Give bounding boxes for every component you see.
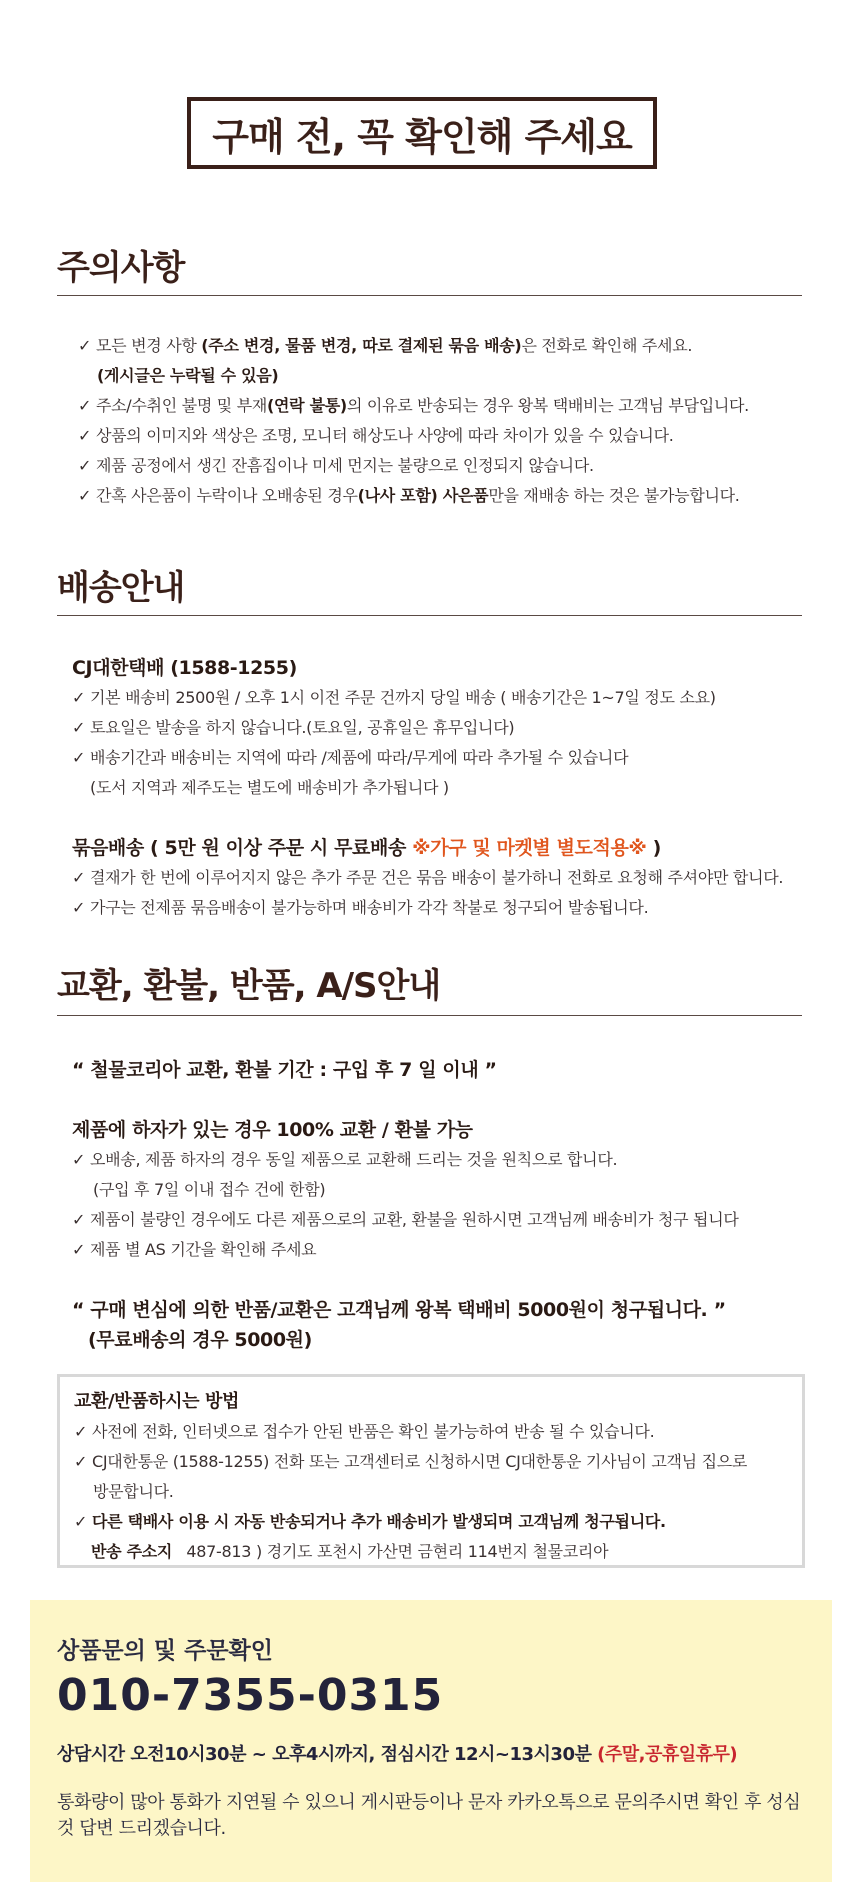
notice-divider (57, 295, 802, 296)
check-icon: ✓ (78, 426, 92, 445)
check-icon: ✓ (72, 748, 86, 767)
exchange-item-2: ✓ 제품이 불량인 경우에도 다른 제품으로의 교환, 환불을 원하시면 고객님께 배송비가 청구 됩니다 (72, 1210, 739, 1229)
check-icon: ✓ (74, 1422, 88, 1441)
check-icon: ✓ (74, 1512, 88, 1531)
check-icon: ✓ (72, 898, 86, 917)
shipping-divider (57, 615, 802, 616)
notice-item-2: ✓ 주소/수취인 불명 및 부재(연락 불통)의 이유로 반송되는 경우 왕복 택배비는 고객님 부담입니다. (78, 396, 749, 415)
exchange-item-3: ✓ 제품 별 AS 기간을 확인해 주세요 (72, 1240, 317, 1259)
exchange-title: 교환, 환불, 반품, A/S안내 (57, 966, 441, 1006)
contact-phone[interactable]: 010-7355-0315 (57, 1670, 444, 1721)
exchange-item-1-note: (구입 후 7일 이내 접수 건에 한함) (93, 1180, 326, 1199)
exchange-item-1: ✓ 오배송, 제품 하자의 경우 동일 제품으로 교환해 드리는 것을 원칙으로 합니다. (72, 1150, 618, 1169)
check-icon: ✓ (72, 688, 86, 707)
contact-title: 상품문의 및 주문확인 (57, 1638, 273, 1664)
check-icon: ✓ (72, 718, 86, 737)
notice-item-4: ✓ 제품 공정에서 생긴 잔흠집이나 미세 먼지는 불량으로 인정되지 않습니다. (78, 456, 594, 475)
shipping-title: 배송안내 (57, 568, 185, 608)
notice-title: 주의사항 (57, 248, 185, 288)
return-method-title: 교환/반품하시는 방법 (74, 1391, 239, 1412)
shipping-item-3-note: (도서 지역과 제주도는 별도에 배송비가 추가됩니다 ) (90, 778, 449, 797)
shipping-item-1: ✓ 기본 배송비 2500원 / 오후 1시 이전 주문 건까지 당일 배송 ( 배송기간은 1~7일 정도 소요) (72, 688, 716, 707)
notice-item-1: ✓ 모든 변경 사항 (주소 변경, 물품 변경, 따로 결제된 묶음 배송)은 전화로 확인해 주세요. (78, 336, 693, 355)
check-icon: ✓ (72, 1210, 86, 1229)
contact-panel (30, 1600, 832, 1882)
contact-note: 통화량이 많아 통화가 지연될 수 있으니 게시판등이나 문자 카카오톡으로 문의주시면 확인 후 성심 것 답변 드리겠습니다. (57, 1792, 801, 1839)
return-address-label: 반송 주소지 (91, 1542, 173, 1561)
shipping-item-2: ✓ 토요일은 발송을 하지 않습니다.(토요일, 공휴일은 휴무입니다) (72, 718, 515, 737)
change-of-mind-note: (무료배송의 경우 5000원) (88, 1329, 312, 1351)
check-icon: ✓ (72, 1150, 86, 1169)
check-icon: ✓ (78, 396, 92, 415)
check-icon: ✓ (72, 1240, 86, 1259)
return-method-box (57, 1374, 805, 1568)
shipping-item-4: ✓ 결재가 한 번에 이루어지지 않은 추가 주문 건은 묶음 배송이 불가하니 전화로 요청해 주셔야만 합니다. (72, 868, 784, 887)
contact-hours: 상담시간 오전10시30분 ~ 오후4시까지, 점심시간 12시~13시30분 (주말,공휴일휴무) (57, 1744, 738, 1765)
return-address: 반송 주소지 487-813 ) 경기도 포천시 가산면 금현리 114번지 철물코리아 (91, 1542, 609, 1561)
method-item-2: ✓ CJ대한통운 (1588-1255) 전화 또는 고객센터로 신청하시면 CJ대한통운 기사님이 고객님 집으로 (74, 1452, 748, 1471)
check-icon: ✓ (74, 1452, 88, 1471)
shipping-item-5: ✓ 가구는 전제품 묶음배송이 불가능하며 배송비가 각각 착불로 청구되어 발송됩니다. (72, 898, 649, 917)
notice-item-5: ✓ 간혹 사은품이 누락이나 오배송된 경우(나사 포함) 사은품만을 재배송 하는 것은 불가능합니다. (78, 486, 740, 505)
change-of-mind-notice: “ 구매 변심에 의한 반품/교환은 고객님께 왕복 택배비 5000원이 청구됩니다. ” (72, 1299, 726, 1321)
courier-name: CJ대한택배 (1588-1255) (72, 657, 297, 679)
notice-item-1-note: (게시글은 누락될 수 있음) (97, 366, 279, 385)
shipping-item-3: ✓ 배송기간과 배송비는 지역에 따라 /제품에 따라/무게에 따라 추가될 수 있습니다 (72, 748, 629, 767)
check-icon: ✓ (78, 456, 92, 475)
method-item-1: ✓ 사전에 전화, 인터넷으로 접수가 안된 반품은 확인 불가능하여 반송 될 수 있습니다. (74, 1422, 655, 1441)
defect-heading: 제품에 하자가 있는 경우 100% 교환 / 환불 가능 (72, 1119, 473, 1141)
exchange-divider (57, 1015, 802, 1016)
check-icon: ✓ (78, 336, 92, 355)
exchange-period: “ 철물코리아 교환, 환불 기간 : 구입 후 7 일 이내 ” (72, 1059, 497, 1081)
page-title-text: 구매 전, 꼭 확인해 주세요 (212, 114, 632, 159)
method-item-3: ✓ 다른 택배사 이용 시 자동 반송되거나 추가 배송비가 발생되며 고객님께 청구됩니다. (74, 1512, 666, 1531)
bundle-shipping-heading: 묶음배송 ( 5만 원 이상 주문 시 무료배송 ※가구 및 마켓별 별도적용※ ) (72, 837, 661, 859)
check-icon: ✓ (78, 486, 92, 505)
check-icon: ✓ (72, 868, 86, 887)
notice-item-3: ✓ 상품의 이미지와 색상은 조명, 모니터 해상도나 사양에 따라 차이가 있을 수 있습니다. (78, 426, 674, 445)
method-item-2-cont: 방문합니다. (93, 1482, 174, 1501)
page-title (187, 97, 657, 169)
